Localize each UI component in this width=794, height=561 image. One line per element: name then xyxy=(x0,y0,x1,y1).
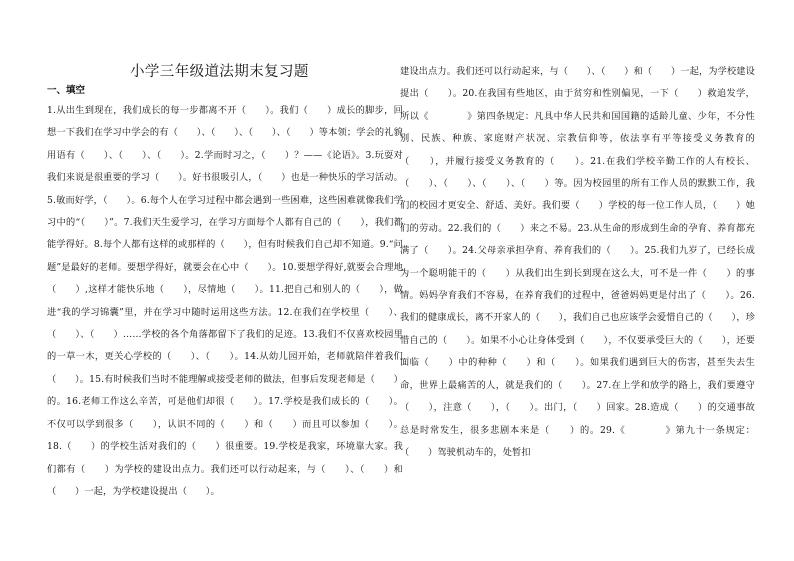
right-column xyxy=(400,61,755,464)
page-title: 小学三年级道法期末复习题 xyxy=(130,64,309,80)
left-column-text: 1.从出生到现在，我们成长的每一步都离不开（ ）。我们（ ）成长的脚步，回想一下我们在学习中学会的有（ ）、（ ）、（ ）、（ ）等本领；学会的礼貌用语有（ ）、（ ）、（ ）。2.学而时习之，（ ）？——《论语》。3.玩耍对我们来说是很重要的学习（ ）。好书很吸引人，（ ）也是一种快乐的学习活动。5.敏而好学，（ ）。6.每个人在学习过程中都会遇到一些困难，这些困难就像我们学习中的“（ ）”。7.我们天生爱学习，在学习方面每个人都有自己的（ ），我们都能学得好。8.每个人都有这样的或那样的（ ），但有时候我们自己却不知道。9.“问题”是最好的老师。要想学得好，就要会在心中（ ）。10.要想学得好,就要会合理地（ ）,这样才能快乐地（ ），尽情地（ ）。11.把自己和别人的（ ），做进“我的学习锦囊”里，并在学习中随时运用这些方法。12.在我们在学校里（ ）、（ ）、（ ）……学校的各个角落都留下了我们的足迹。13.我们不仅喜欢校园里的一草一木，更关心学校的（ ）、（ ）。14.从幼儿园开始，老师就陪伴着我们（ ）。15.有时候我们当时不能理解或接受老师的做法，但事后发现老师是（ ）的。16.老师工作这么辛苦，可是他们却很（ ）。17.学校是我们成长的（ ）。不仅可以学到很多（ ），认识不同的（ ）和（ ）而且可以参加（ ）。18.（ ）的学校生活对我们的（ ）很重要。19.学校是我家，环境靠大家。我们都有（ ）为学校的建设出点力。我们还可以行动起来，与（ ）、（ ）和（ ）一起，为学校建设提出（ ）。 xyxy=(47,105,403,497)
right-column-text: 建设出点力。我们还可以行动起来，与（ ）、（ ）和（ ）一起，为学校建设提出（ ）。20.在我国有些地区，由于贫穷和性别偏见，一下（ ）救追发学，所以《 》第四条规定：凡具中华人民共和国国籍的适龄儿童、少年，不分性别、民族、种族、家庭财产状况、宗教信仰等，依法享有平等接受义务教育的（ ），并履行接受义务教育的（ ）。21.在我们学校辛勤工作的人有校长、（ ）、（ ）、（ ）、（ ）等。因为校园里的所有工作人员的默默工作，我们的校园才更安全、舒适、美好。我们要（ ）学校的每一位工作人员，（ ）她们的劳动。22.我们的（ ）来之不易。23.从生命的形成到生命的孕育、养育都充满了（ ）。24.父母亲承担孕育、养育我们的（ ）。25.我们九岁了，已经长成为一个聪明能干的（ ）从我们出生到长到现在这么大，可不是一件（ ）的事情。妈妈孕育我们不容易，在养育我们的过程中，爸爸妈妈更是付出了（ ）。26.我们的健康成长，离不开家人的（ ），我们自己也应该学会爱惜自己的（ ），珍惜自己的（ ）。如果不小心让身体受到（ ），不仅要承受巨大的（ ），还要面临（ ）中的种种（ ）和（ ）。如果我们遇到巨大的伤害，甚至失去生命，世界上最痛苦的人，就是我们的（ ）。27.在上学和放学的路上，我们要遵守（ ），注意（ ），（ ）。出门，（ ）回家。28.造成（ ）的交通事故总是时常发生，很多悲剧本来是（ ）的。29.《 》第九十一条规定：（ ）驾驶机动车的，处暂扣 xyxy=(400,66,755,458)
section-heading: 一、填空 xyxy=(47,85,86,96)
left-column xyxy=(47,100,403,503)
